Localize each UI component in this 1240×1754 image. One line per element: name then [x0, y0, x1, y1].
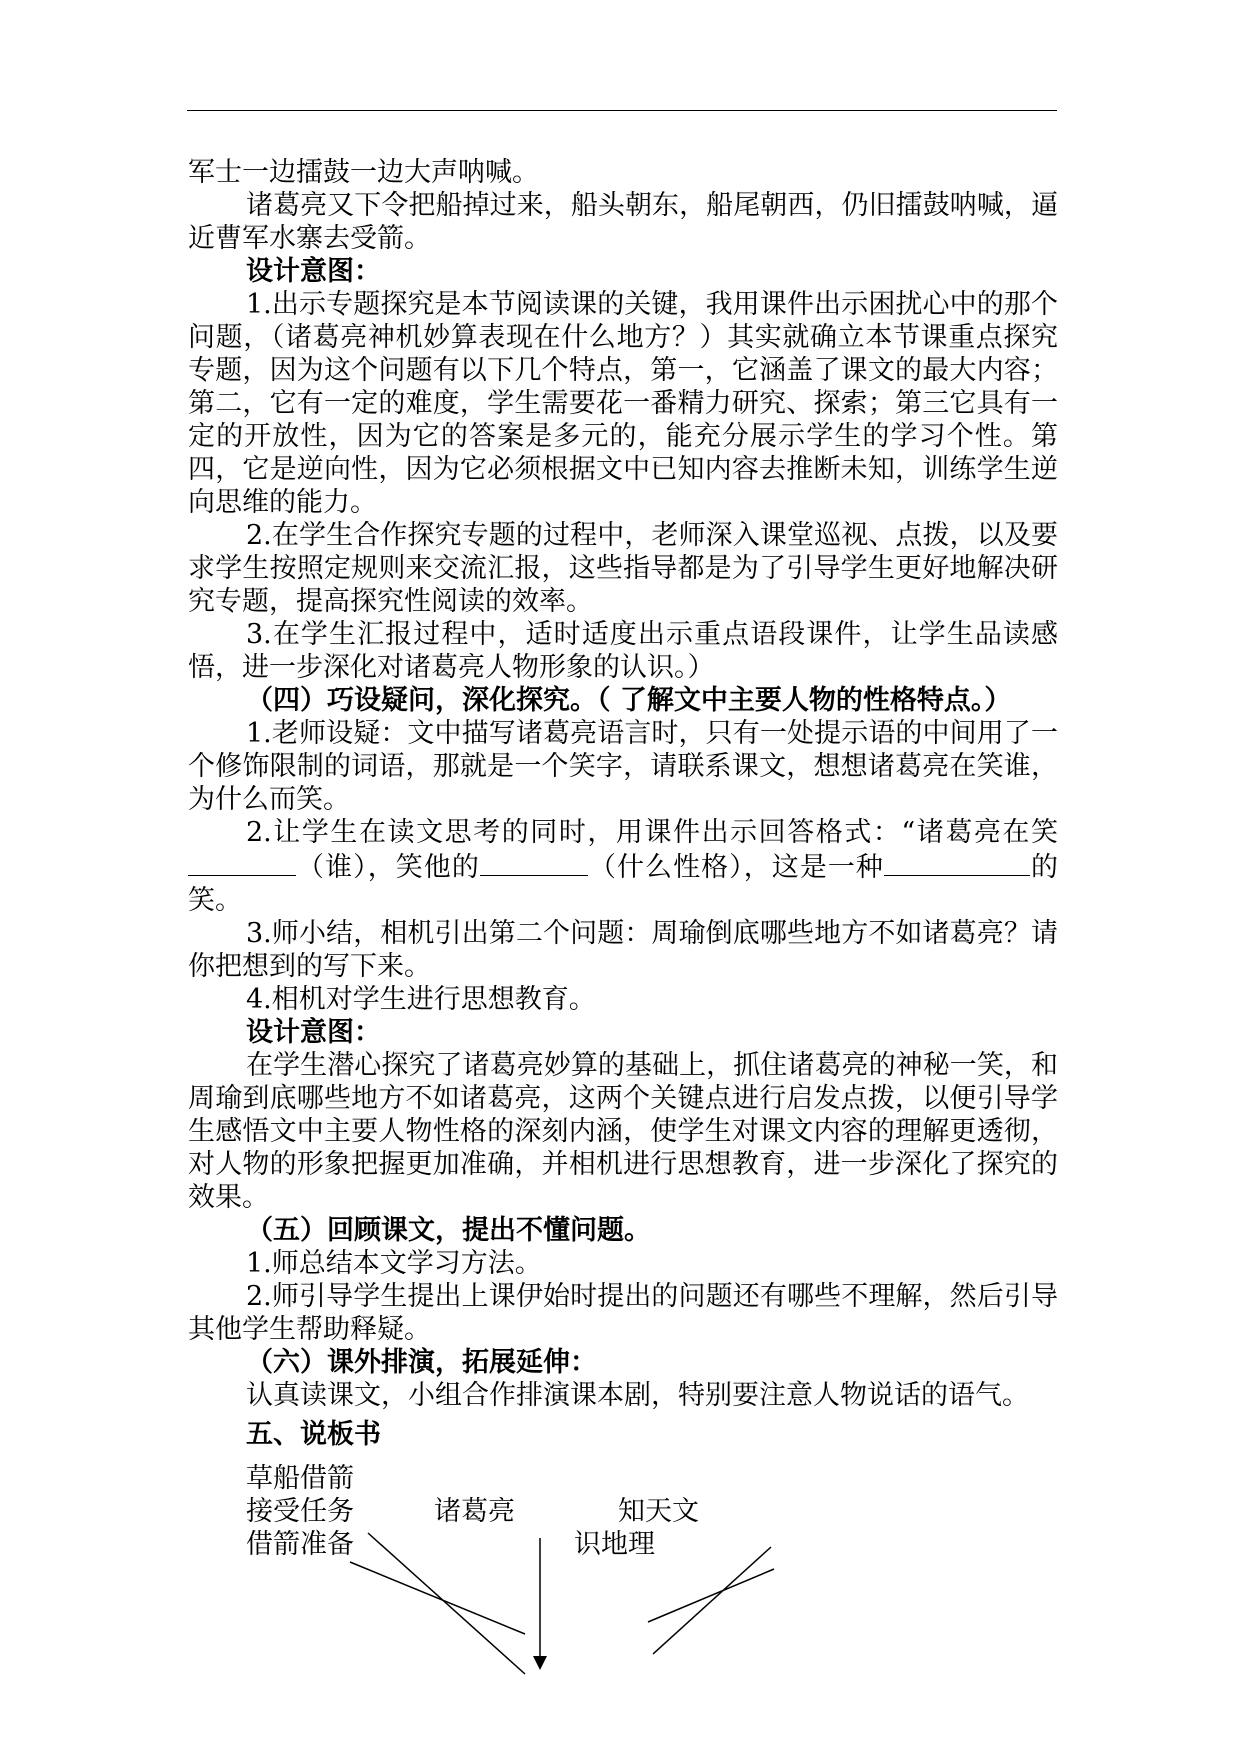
board-center: 诸葛亮 [434, 1496, 515, 1527]
board-line-left-b [350, 1562, 525, 1634]
board-lines [188, 1456, 1058, 1696]
board-right-1: 知天文 [618, 1496, 699, 1527]
design-point-2: 2.在学生合作探究专题的过程中，老师深入课堂巡视、点拨，以及要求学生按照定规则来交流汇报，这些指导都是为了引导学生更好地解决研究专题，提高探究性阅读的效率。 [188, 520, 1058, 617]
design-intent-heading-2: 设计意图： [246, 1017, 381, 1048]
section-heading-4: （四）巧设疑问，深化探究。（ 了解文中主要人物的性格特点。） [246, 685, 1012, 716]
section-heading-6: （六）课外排演，拓展延伸： [246, 1347, 597, 1378]
step-4-3: 3.师小结，相机引出第二个问题：周瑜倒底哪些地方不如诸葛亮？请你把想到的写下来。 [188, 918, 1058, 982]
step-4-2 [188, 816, 1058, 917]
board-left-2: 借箭准备 [246, 1529, 354, 1560]
section-heading-board: 五、说板书 [246, 1419, 381, 1450]
main-content [188, 156, 1058, 1451]
step-4-4: 4.相机对学生进行思想教育。 [246, 984, 596, 1015]
step-6-1: 认真读课文，小组合作排演课本剧，特别要注意人物说话的语气。 [246, 1380, 1029, 1411]
blackboard-design [188, 1456, 1058, 1696]
board-right-2: 识地理 [574, 1529, 655, 1560]
board-left-1: 接受任务 [246, 1496, 354, 1527]
design-intent-heading-1: 设计意图： [246, 256, 381, 287]
header-rule [187, 110, 1057, 111]
fill-blank-2 [480, 849, 588, 876]
answer-format-text-1: 2.让学生在读文思考的同时，用课件出示回答格式：“诸葛亮在笑 [246, 817, 1058, 848]
fill-blank-1 [188, 849, 296, 876]
answer-format-text-2: （谁），笑他的 [296, 852, 480, 883]
board-arrow-head [533, 1656, 547, 1670]
step-5-2: 2.师引导学生提出上课伊始时提出的问题还有哪些不理解，然后引导其他学生帮助释疑。 [188, 1281, 1058, 1345]
step-4-1: 1.老师设疑：文中描写诸葛亮语言时，只有一处提示语的中间用了一个修饰限制的词语，那就是一个笑字，请联系课文，想想诸葛亮在笑谁，为什么而笑。 [188, 718, 1058, 815]
board-line-left-a [368, 1533, 525, 1674]
step-5-1: 1.师总结本文学习方法。 [246, 1248, 542, 1279]
board-title: 草船借箭 [246, 1463, 354, 1494]
answer-format-text-3: （什么性格），这是一种 [587, 852, 884, 883]
board-line-right-b [653, 1547, 771, 1654]
design-point-3: 3.在学生汇报过程中，适时适度出示重点语段课件，让学生品读感悟，进一步深化对诸葛亮人物形象的认识。） [188, 619, 1058, 683]
design-point-1: 1.出示专题探究是本节阅读课的关键，我用课件出示困扰心中的那个问题，（诸葛亮神机妙算表现在什么地方？）其实就确立本节课重点探究专题，因为这个问题有以下几个特点，第一，它涵盖了课文的最大内容；第二，它有一定的难度，学生需要花一番精力研究、探索；第三它具有一定的开放性，因为它的答案是多元的，能充分展示学生的学习个性。第四，它是逆向性，因为它必须根据文中已知内容去推断未知，训练学生逆向思维的能力。 [188, 289, 1058, 518]
design-intent-text-2: 在学生潜心探究了诸葛亮妙算的基础上，抓住诸葛亮的神秘一笑，和周瑜到底哪些地方不如诸葛亮，这两个关键点进行启发点拨，以便引导学生感悟文中主要人物性格的深刻内涵，使学生对课文内容的理解更透彻，对人物的形象把握更加准确，并相机进行思想教育，进一步深化了探究的效果。 [188, 1050, 1058, 1213]
section-heading-5: （五）回顾课文，提出不懂问题。 [246, 1215, 651, 1246]
fill-blank-3 [884, 849, 1030, 876]
answer-format-text-4: 的笑。 [188, 852, 1059, 916]
paragraph-2: 诸葛亮又下令把船掉过来，船头朝东，船尾朝西，仍旧擂鼓呐喊，逼近曹军水寨去受箭。 [188, 190, 1058, 254]
board-line-right-a [648, 1569, 774, 1622]
paragraph-1: 军士一边擂鼓一边大声呐喊。 [188, 157, 539, 188]
